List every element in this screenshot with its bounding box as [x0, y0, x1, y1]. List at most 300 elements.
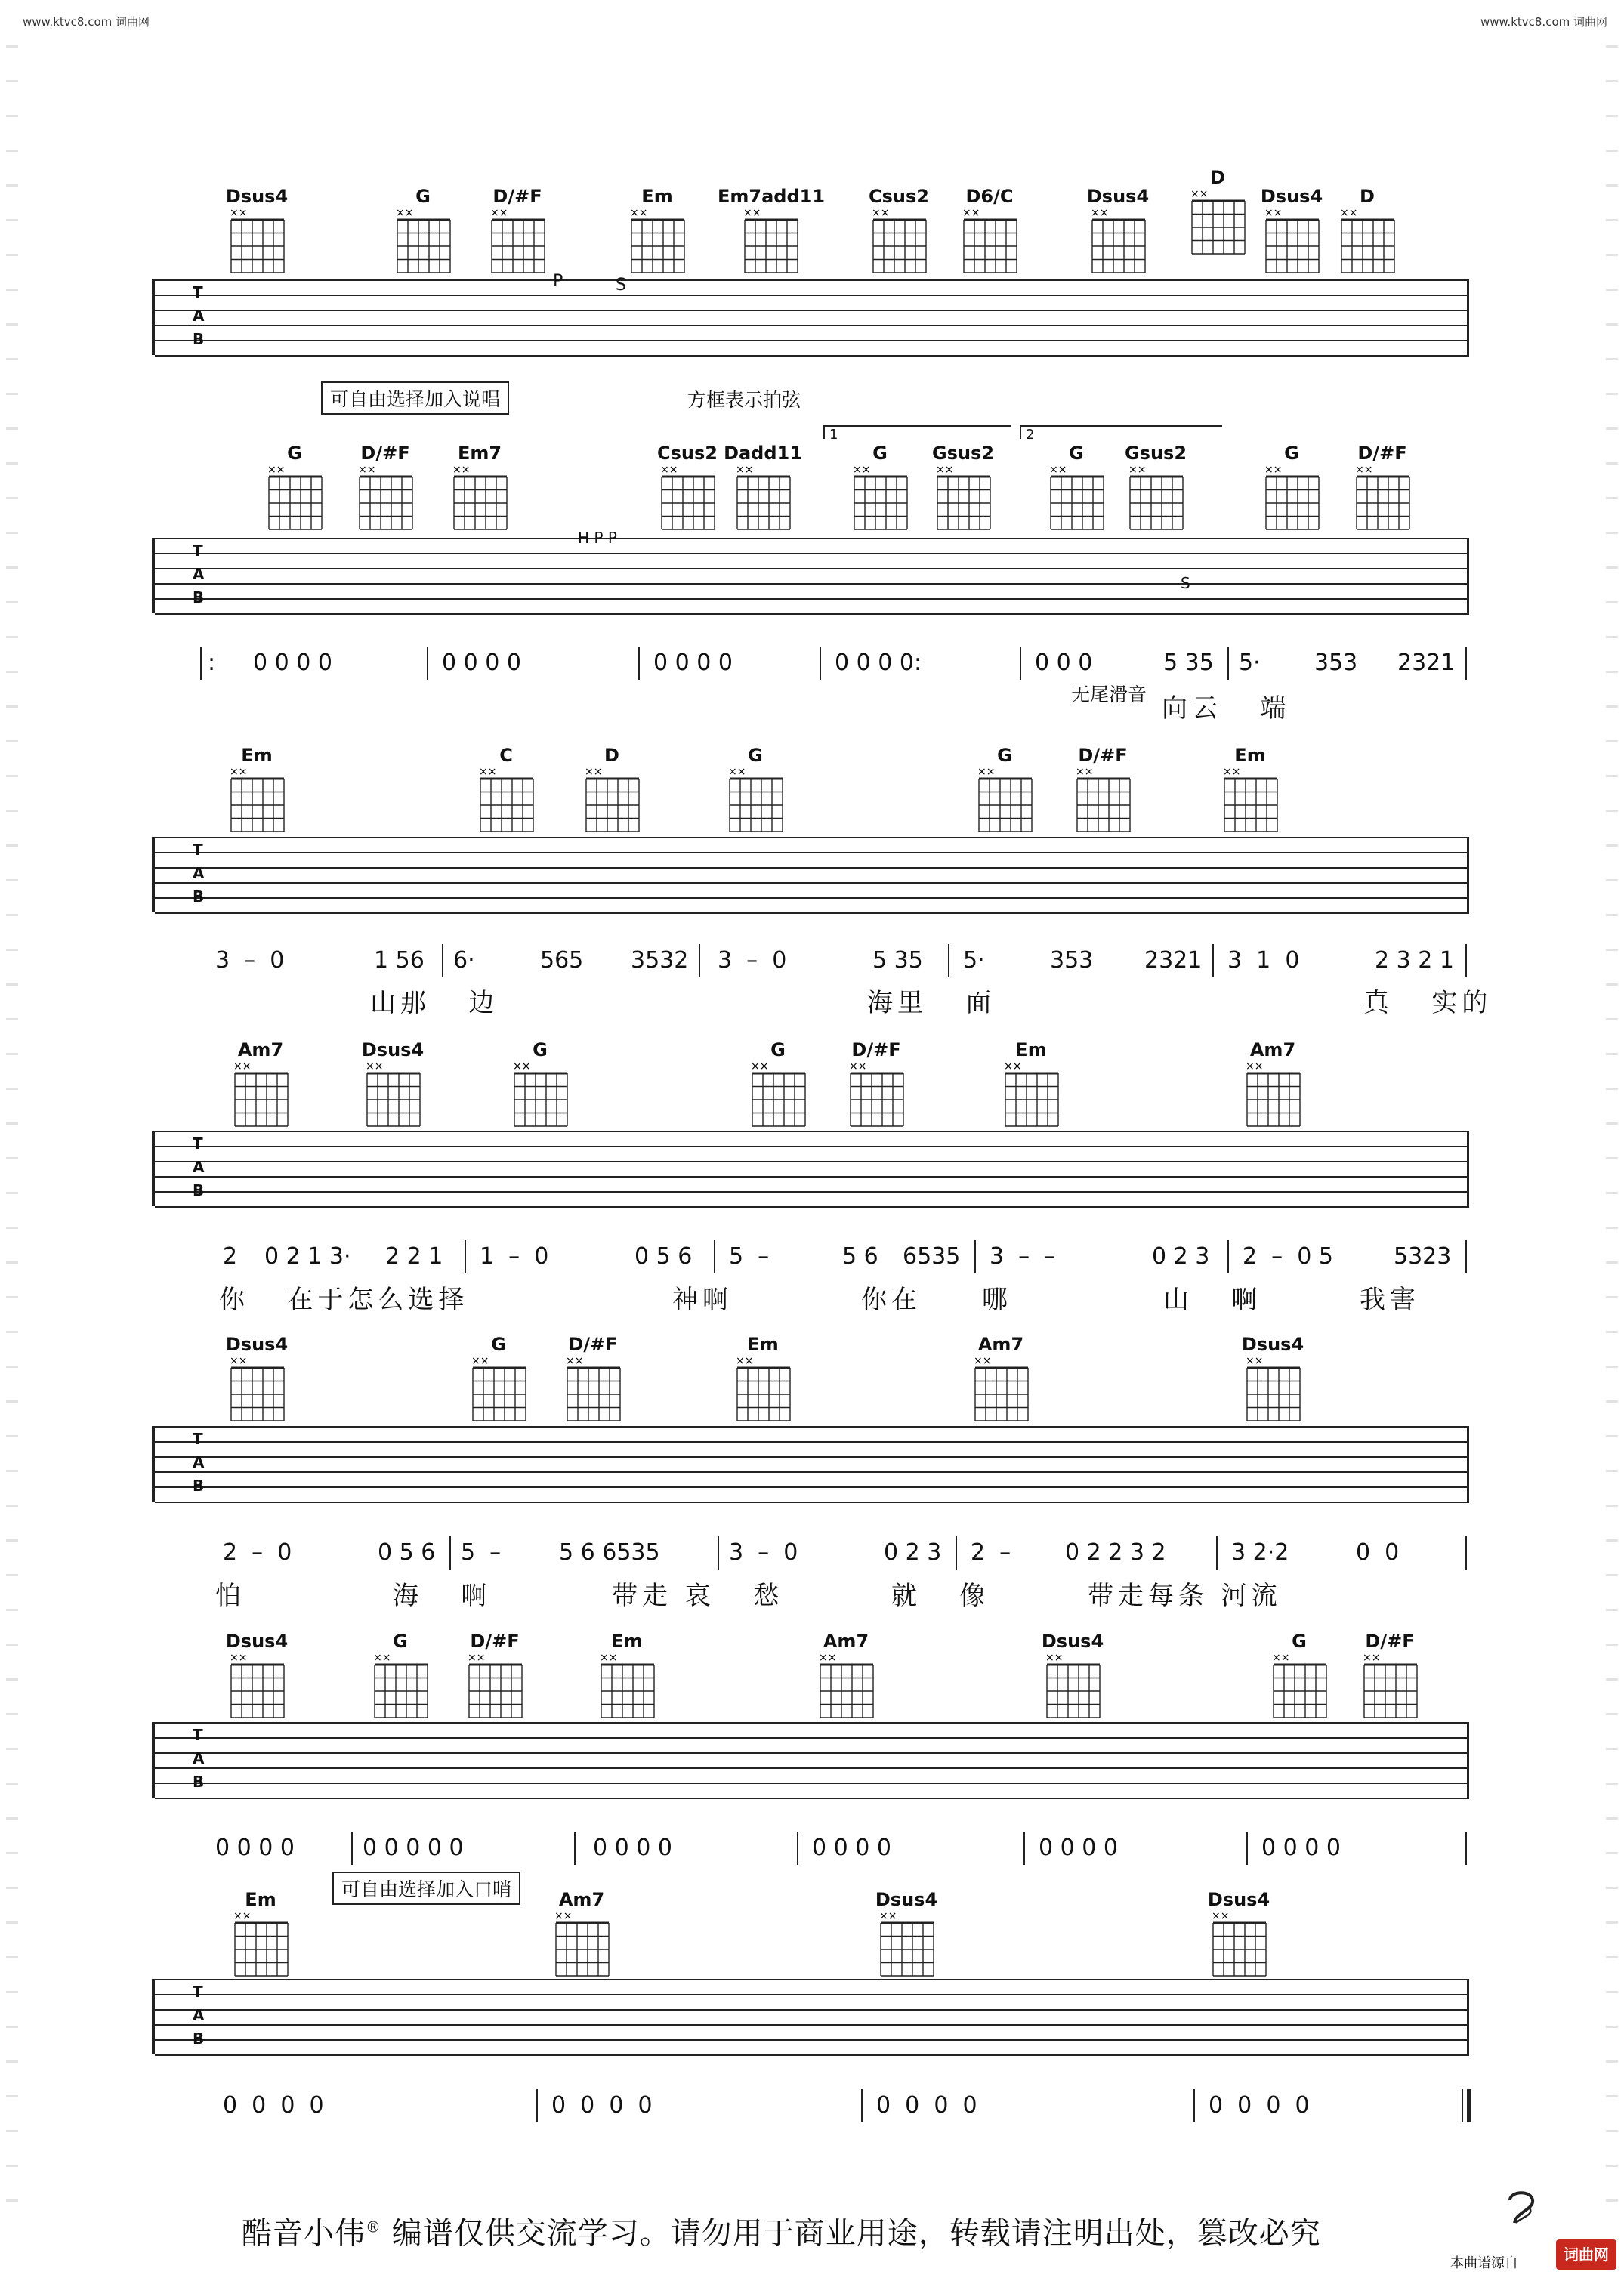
chord-diagram	[378, 185, 468, 277]
tab-string-line	[155, 1502, 1469, 1503]
jianpu-measure: 2	[223, 1243, 238, 1270]
chord-diagram	[1193, 1888, 1284, 1980]
chord-grid-icon	[1241, 1061, 1304, 1131]
chord-grid-icon	[867, 208, 931, 277]
chord-grid-icon	[463, 1653, 526, 1722]
svg-text:××: ××	[819, 1653, 837, 1664]
svg-text:××: ××	[1076, 767, 1094, 778]
side-watermark-left	[6, 45, 18, 2221]
tab-clef-letter: B	[193, 330, 205, 348]
chord-name: Csus2	[869, 186, 929, 207]
clef-logo-icon	[1499, 2187, 1545, 2228]
jianpu-measure: 2 3 2 1	[1375, 947, 1454, 974]
tab-staff	[155, 538, 1469, 613]
chord-diagram	[854, 185, 944, 277]
chord-diagram	[582, 1630, 672, 1722]
tab-clef-letter: B	[193, 2029, 205, 2048]
chord-name: Am7	[1249, 1039, 1296, 1060]
tab-clef-letter: T	[193, 1726, 203, 1744]
chord-name: G	[287, 443, 302, 464]
chord-diagram	[801, 1630, 891, 1722]
svg-text:××: ××	[974, 1356, 992, 1367]
tab-clef	[193, 539, 204, 610]
jianpu-measure: 6·	[453, 947, 475, 974]
svg-text:××: ××	[233, 1911, 252, 1922]
jianpu-measure: 5 –	[461, 1539, 502, 1566]
chord-name: G	[1292, 1631, 1307, 1652]
chord-name: Dsus4	[1241, 1334, 1304, 1355]
svg-text:××: ××	[1264, 208, 1283, 219]
svg-text:××: ××	[853, 465, 871, 476]
tab-staff	[155, 1426, 1469, 1502]
lyrics-line: 山那 边	[370, 988, 499, 1018]
lyrics-line: 真 实的	[1363, 988, 1493, 1018]
lyrics-line: 带走 哀 愁	[612, 1581, 784, 1611]
staff-start-bar	[152, 837, 155, 912]
jianpu-measure: 0 5 6	[378, 1539, 436, 1566]
tab-string-line	[155, 1486, 1469, 1488]
staff-end-bar	[1467, 837, 1469, 912]
tab-string-line	[155, 325, 1469, 326]
chord-grid-icon	[1086, 208, 1150, 277]
jianpu-measure: 0 0 0 0:	[835, 650, 922, 676]
chord-grid-icon	[931, 465, 995, 534]
svg-text:××: ××	[373, 1653, 391, 1664]
jianpu-measure: 3 2·2	[1231, 1539, 1289, 1566]
tab-clef-letter: B	[193, 1181, 205, 1199]
site-header-left: www.ktvc8.com 词曲网	[23, 15, 150, 29]
tab-staff	[155, 1131, 1469, 1206]
jianpu-measure: 353	[1314, 650, 1358, 676]
chord-diagram	[249, 442, 340, 534]
jianpu-measure: 0 0 0 0	[253, 650, 332, 676]
tab-string-line	[155, 553, 1469, 554]
registered-mark: ®	[366, 2218, 381, 2236]
tab-string-line	[155, 355, 1469, 357]
chord-grid-icon	[1071, 767, 1135, 836]
chord-diagram	[1073, 185, 1163, 277]
tab-string-line	[155, 1737, 1469, 1739]
chord-grid-icon	[1267, 1653, 1331, 1722]
svg-text:××: ××	[358, 465, 376, 476]
tab-string-line	[155, 882, 1469, 884]
tab-clef	[193, 1980, 204, 2051]
tab-clef-letter: T	[193, 841, 203, 859]
tab-clef	[193, 281, 204, 351]
slide-note-label: 无尾滑音	[1071, 684, 1147, 705]
jianpu-measure: 1 – 0	[480, 1243, 549, 1270]
tab-clef-letter: B	[193, 887, 205, 906]
jianpu-measure: 0 0 0 0	[551, 2092, 653, 2119]
svg-text:××: ××	[962, 208, 980, 219]
chord-grid-icon	[731, 465, 795, 534]
staff-end-bar	[1467, 1722, 1469, 1798]
chord-diagram	[211, 185, 302, 277]
chord-name: G	[533, 1039, 548, 1060]
svg-text:××: ××	[554, 1911, 573, 1922]
chord-diagram	[211, 1333, 302, 1425]
lyrics-line: 海 啊	[393, 1581, 492, 1611]
tab-string-line	[155, 568, 1469, 569]
tab-string-line	[155, 837, 1469, 838]
chord-diagram	[831, 1039, 922, 1131]
tab-string-line	[155, 295, 1469, 296]
chord-name: D/#F	[1357, 443, 1407, 464]
chord-name: D/#F	[1365, 1631, 1415, 1652]
svg-text:××: ××	[936, 465, 954, 476]
jianpu-measure: 0 0 0 0	[1039, 1835, 1118, 1861]
chord-diagram	[215, 1039, 306, 1131]
chord-name: D/#F	[470, 1631, 520, 1652]
chord-grid-icon	[1045, 465, 1108, 534]
svg-text:××: ××	[1091, 208, 1109, 219]
tab-string-line	[155, 897, 1469, 899]
svg-text:××: ××	[849, 1061, 867, 1073]
jianpu-measure: 6535	[903, 1243, 961, 1270]
jianpu-measure: 5 6	[842, 1243, 878, 1270]
tab-string-line	[155, 279, 1469, 281]
tab-clef	[193, 1132, 204, 1202]
chord-name: D/#F	[1078, 745, 1128, 766]
tab-clef-letter: A	[193, 1453, 205, 1471]
chord-grid-icon	[1358, 1653, 1422, 1722]
site-header-right: www.ktvc8.com 词曲网	[1480, 15, 1608, 29]
svg-text:××: ××	[1272, 1653, 1290, 1664]
chord-grid-icon	[973, 767, 1036, 836]
jianpu-measure: 2321	[1397, 650, 1456, 676]
chord-diagram	[956, 1333, 1046, 1425]
svg-text:××: ××	[566, 1356, 584, 1367]
chord-grid-icon	[229, 1911, 292, 1980]
svg-text:××: ××	[471, 1356, 489, 1367]
tab-clef-letter: B	[193, 588, 205, 607]
tab-string-line	[155, 1456, 1469, 1458]
copyright-footer	[242, 2209, 1321, 2252]
chord-name: Dsus4	[1041, 1631, 1104, 1652]
jianpu-measure: 3532	[631, 947, 689, 974]
chord-name: Dsus4	[1260, 186, 1323, 207]
tab-string-line	[155, 1767, 1469, 1769]
chord-name: Am7	[237, 1039, 284, 1060]
chord-diagram	[548, 1333, 638, 1425]
chord-diagram	[835, 442, 925, 534]
jianpu-measure: 5·	[963, 947, 985, 974]
tab-clef-letter: A	[193, 2006, 205, 2024]
chord-name: Em	[241, 745, 273, 766]
chord-diagram	[1227, 1333, 1318, 1425]
chord-grid-icon	[1241, 1356, 1304, 1425]
jianpu-line	[155, 1830, 1469, 1866]
tab-string-line	[155, 1994, 1469, 1995]
chord-grid-icon	[875, 1911, 938, 1980]
jianpu-measure: 0 0 0 0	[1209, 2092, 1310, 2119]
chord-grid-icon	[844, 1061, 908, 1131]
chord-diagram	[567, 744, 657, 836]
chord-diagram	[1322, 185, 1413, 277]
jianpu-measure: 5 35	[872, 947, 923, 974]
jianpu-measure: 5 –	[729, 1243, 770, 1270]
chord-diagram	[1254, 1630, 1345, 1722]
tab-string-line	[155, 1131, 1469, 1132]
jianpu-line	[155, 943, 1469, 979]
chord-grid-icon	[354, 465, 417, 534]
jianpu-measure: 5 35	[1163, 650, 1214, 676]
chord-name: D	[1210, 167, 1225, 188]
svg-text:××: ××	[1212, 1911, 1230, 1922]
svg-text:××: ××	[1128, 465, 1147, 476]
chord-name: G	[415, 186, 431, 207]
chord-diagram	[861, 1888, 952, 1980]
tab-string-line	[155, 2054, 1469, 2056]
chord-grid-icon	[969, 1356, 1033, 1425]
tab-clef	[193, 838, 204, 909]
jianpu-measure: 0 5 6	[634, 1243, 693, 1270]
chord-grid-icon	[448, 465, 511, 534]
chord-grid-icon	[958, 208, 1021, 277]
chord-diagram	[495, 1039, 585, 1131]
jianpu-measure: 0 0 0 0	[215, 1835, 295, 1861]
chord-name: Am7	[558, 1889, 605, 1910]
svg-text:××: ××	[267, 465, 286, 476]
svg-text:××: ××	[736, 465, 754, 476]
tab-string-line	[155, 2039, 1469, 2041]
staff-start-bar	[152, 1426, 155, 1502]
tab-clef-letter: A	[193, 864, 205, 882]
svg-text:××: ××	[1340, 208, 1358, 219]
jianpu-measure: 3 – 0	[718, 947, 787, 974]
chord-grid-icon	[225, 767, 289, 836]
copyright-text: 编谱仅供交流学习。请勿用于商业用途，转载请注明出处，篡改必究	[381, 2216, 1321, 2251]
tab-clef-letter: A	[193, 1749, 205, 1767]
chord-name: Em	[641, 186, 673, 207]
svg-text:××: ××	[513, 1061, 531, 1073]
tab-string-line	[155, 2024, 1469, 2026]
pull-off-mark: P	[553, 272, 563, 291]
chord-name: D	[604, 745, 619, 766]
staff-start-bar	[152, 538, 155, 613]
tab-clef-letter: T	[193, 1983, 203, 2001]
tab-string-line	[155, 1722, 1469, 1724]
tab-clef-letter: T	[193, 1430, 203, 1448]
chord-diagram	[1227, 1039, 1318, 1131]
svg-text:××: ××	[230, 208, 248, 219]
tab-string-line	[155, 613, 1469, 615]
chord-diagram	[1337, 442, 1428, 534]
chord-name: Em	[747, 1334, 779, 1355]
chord-diagram	[453, 1333, 544, 1425]
svg-text:××: ××	[751, 1061, 769, 1073]
chord-grid-icon	[1351, 465, 1414, 534]
svg-text:××: ××	[490, 208, 508, 219]
jianpu-measure: 3 – 0	[729, 1539, 798, 1566]
jianpu-measure: 0 2 1 3·	[264, 1243, 351, 1270]
chord-diagram	[340, 442, 431, 534]
rap-note-box: 可自由选择加入说唱	[321, 381, 509, 415]
chord-diagram	[944, 185, 1035, 277]
svg-text:××: ××	[366, 1061, 384, 1073]
jianpu-measure: 0 0 0 0	[223, 2092, 324, 2119]
tab-staff	[155, 279, 1469, 355]
jianpu-measure: 2 – 0	[223, 1539, 292, 1566]
jianpu-line	[155, 1535, 1469, 1571]
staff-start-bar	[152, 1722, 155, 1798]
chord-name: Dsus4	[225, 186, 289, 207]
tab-string-line	[155, 912, 1469, 914]
lyrics-line: 我害	[1360, 1285, 1420, 1315]
chord-grid-icon	[580, 767, 644, 836]
jianpu-measure: 0 0 0 0	[593, 1835, 672, 1861]
staff-end-bar	[1467, 279, 1469, 355]
tab-staff	[155, 1979, 1469, 2054]
svg-text:××: ××	[1246, 1356, 1264, 1367]
lyrics-line: 带走每条 河流	[1088, 1581, 1282, 1611]
staff-end-bar	[1467, 538, 1469, 613]
staff-start-bar	[152, 1131, 155, 1206]
jianpu-measure: 2 –	[971, 1539, 1011, 1566]
chord-name: D	[1360, 186, 1375, 207]
chord-name: G	[393, 1631, 408, 1652]
chord-diagram	[986, 1039, 1076, 1131]
lyrics-line: 哪	[982, 1285, 1012, 1315]
tab-clef	[193, 1724, 204, 1794]
chord-name: Dsus4	[1086, 186, 1150, 207]
chord-name: D/#F	[568, 1334, 618, 1355]
svg-text:××: ××	[977, 767, 996, 778]
svg-text:××: ××	[736, 1356, 754, 1367]
slide-mark: S	[1181, 574, 1190, 592]
chord-diagram	[1057, 744, 1148, 836]
chord-name: Em	[1015, 1039, 1047, 1060]
chord-diagram	[434, 442, 525, 534]
svg-text:××: ××	[728, 767, 746, 778]
chord-grid-icon	[1218, 767, 1282, 836]
staff-end-bar	[1467, 1426, 1469, 1502]
chord-name: Am7	[977, 1334, 1024, 1355]
tab-string-line	[155, 1146, 1469, 1147]
tab-staff	[155, 837, 1469, 912]
svg-text:××: ××	[1190, 189, 1209, 200]
tab-string-line	[155, 1798, 1469, 1799]
chord-diagram	[710, 744, 801, 836]
chord-grid-icon	[1124, 465, 1187, 534]
jianpu-measure: 5 6 6535	[559, 1539, 660, 1566]
chord-diagram	[215, 1888, 306, 1980]
chord-name: Em	[245, 1889, 276, 1910]
chord-grid-icon	[561, 1356, 625, 1425]
chord-grid-icon	[1260, 208, 1323, 277]
chord-name: Dsus4	[875, 1889, 938, 1910]
lyrics-line: 你在	[861, 1285, 922, 1315]
staff-end-bar	[1467, 1979, 1469, 2054]
chord-name: G	[997, 745, 1012, 766]
chord-grid-icon	[263, 465, 326, 534]
jianpu-measure: 5323	[1394, 1243, 1452, 1270]
jianpu-measure: 1 56	[374, 947, 425, 974]
chord-diagram	[355, 1630, 446, 1722]
tab-string-line	[155, 1191, 1469, 1193]
chord-grid-icon	[746, 1061, 810, 1131]
chord-diagram	[733, 1039, 823, 1131]
chord-grid-icon	[595, 1653, 659, 1722]
svg-text:××: ××	[468, 1653, 486, 1664]
chord-grid-icon	[656, 465, 719, 534]
staff-start-bar	[152, 279, 155, 355]
chord-diagram	[211, 744, 302, 836]
tab-string-line	[155, 1441, 1469, 1443]
tab-string-line	[155, 1161, 1469, 1162]
chord-grid-icon	[225, 1356, 289, 1425]
jianpu-line	[155, 1239, 1469, 1275]
lyrics-line: 海里 面	[867, 988, 996, 1018]
svg-text:××: ××	[230, 767, 248, 778]
box-hint-label: 方框表示拍弦	[687, 389, 801, 411]
jianpu-measure: 0 0 0 0	[442, 650, 521, 676]
tab-clef-letter: T	[193, 542, 203, 560]
svg-text:××: ××	[233, 1061, 252, 1073]
chord-diagram	[472, 185, 563, 277]
chord-name: C	[499, 745, 513, 766]
tab-string-line	[155, 1752, 1469, 1754]
chord-name: Em7	[457, 443, 502, 464]
tab-clef-letter: B	[193, 1477, 205, 1495]
chord-diagram	[959, 744, 1050, 836]
svg-text:××: ××	[230, 1356, 248, 1367]
chord-grid-icon	[1186, 189, 1249, 258]
chord-diagram	[347, 1039, 438, 1131]
tab-string-line	[155, 1206, 1469, 1208]
chord-name: G	[872, 443, 888, 464]
jianpu-measure: 0 2 2 3 2	[1065, 1539, 1166, 1566]
chord-diagram	[1345, 1630, 1435, 1722]
svg-text:××: ××	[396, 208, 414, 219]
tab-string-line	[155, 583, 1469, 585]
tab-clef-letter: A	[193, 307, 205, 325]
chord-name: G	[491, 1334, 506, 1355]
chord-grid-icon	[814, 1653, 878, 1722]
svg-text:××: ××	[230, 1653, 248, 1664]
chord-grid-icon	[225, 208, 289, 277]
svg-text:××: ××	[1223, 767, 1241, 778]
lyrics-line: 神啊	[672, 1285, 733, 1315]
chord-diagram	[1027, 1630, 1118, 1722]
lyrics-line: 怕	[215, 1581, 245, 1611]
tab-clef-letter: T	[193, 1134, 203, 1153]
tab-string-line	[155, 852, 1469, 853]
chord-grid-icon	[474, 767, 538, 836]
chord-diagram	[461, 744, 551, 836]
lyrics-line: 就 像	[891, 1581, 990, 1611]
chord-name: D/#F	[492, 186, 542, 207]
tab-string-line	[155, 2009, 1469, 2011]
svg-text:××: ××	[1264, 465, 1283, 476]
tab-string-line	[155, 867, 1469, 869]
tab-string-line	[155, 1471, 1469, 1473]
tab-clef-letter: T	[193, 283, 203, 301]
chord-name: Dsus4	[225, 1631, 289, 1652]
tab-string-line	[155, 538, 1469, 539]
chord-grid-icon	[1041, 1653, 1104, 1722]
chord-grid-icon	[369, 1653, 432, 1722]
jianpu-measure: 0 0 0 0	[812, 1835, 891, 1861]
chord-diagram	[1205, 744, 1295, 836]
chord-name: Dsus4	[1207, 1889, 1270, 1910]
jianpu-measure: 0 2 3	[1152, 1243, 1210, 1270]
chord-grid-icon	[1207, 1911, 1270, 1980]
chord-grid-icon	[739, 208, 802, 277]
side-watermark-right	[1606, 45, 1618, 2221]
chord-diagram	[449, 1630, 540, 1722]
chord-grid-icon	[550, 1911, 613, 1980]
